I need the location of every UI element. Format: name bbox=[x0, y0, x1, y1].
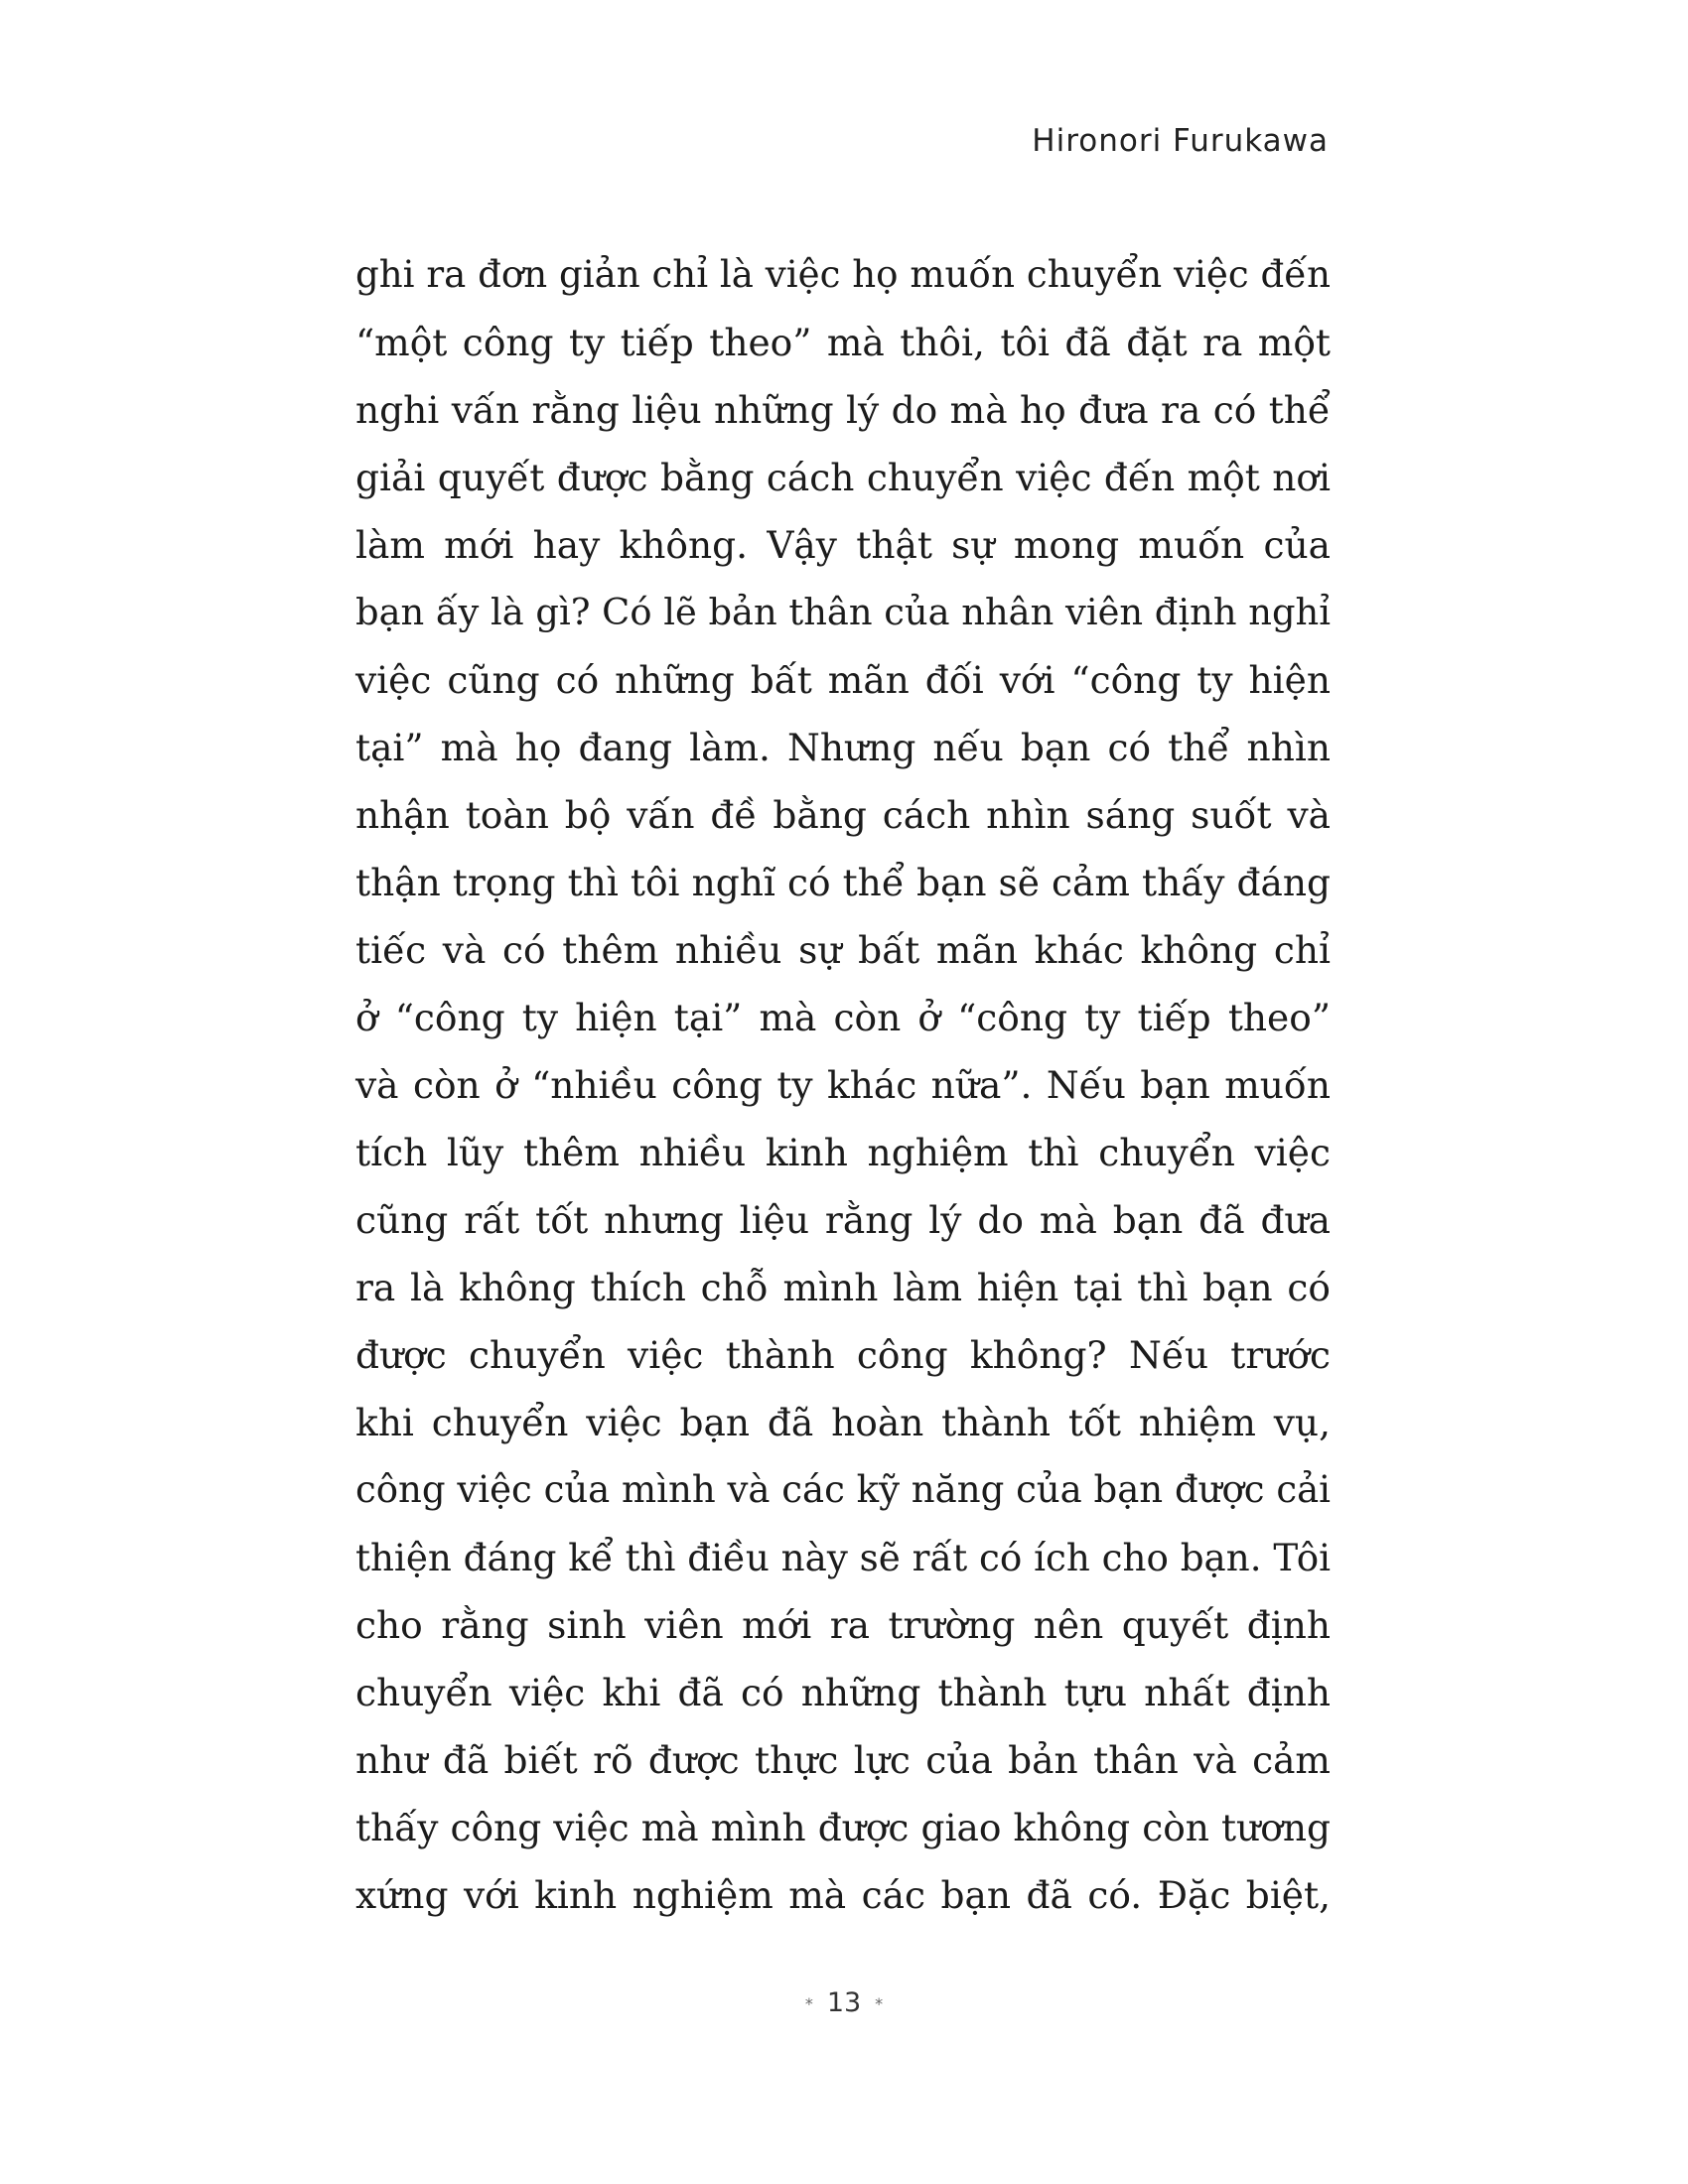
page-number-footer bbox=[0, 1987, 1688, 2018]
text-line: làm mới hay không. Vậy thật sự mong muốn của bbox=[355, 523, 1331, 567]
text-line: xứng với kinh nghiệm mà các bạn đã có. Đặc biệt, bbox=[355, 1873, 1331, 1917]
text-line: và còn ở “nhiều công ty khác nữa”. Nếu bạn muốn bbox=[355, 1063, 1331, 1107]
text-line: thận trọng thì tôi nghĩ có thể bạn sẽ cảm thấy đáng bbox=[355, 861, 1331, 904]
text-line: cũng rất tốt nhưng liệu rằng lý do mà bạn đã đưa bbox=[355, 1198, 1331, 1242]
text-line: công việc của mình và các kỹ năng của bạn được cải bbox=[355, 1468, 1331, 1511]
text-line: giải quyết được bằng cách chuyển việc đến một nơi bbox=[355, 456, 1331, 499]
text-line: tại” mà họ đang làm. Nhưng nếu bạn có thể nhìn bbox=[355, 726, 1331, 769]
text-line: bạn ấy là gì? Có lẽ bản thân của nhân viên định nghỉ bbox=[355, 591, 1331, 633]
text-line: “một công ty tiếp theo” mà thôi, tôi đã đặt ra một bbox=[355, 321, 1331, 364]
text-line: tích lũy thêm nhiều kinh nghiệm thì chuyển việc bbox=[355, 1131, 1331, 1174]
text-line: chuyển việc khi đã có những thành tựu nhất định bbox=[355, 1671, 1331, 1714]
text-line: được chuyển việc thành công không? Nếu trước bbox=[355, 1333, 1331, 1377]
text-line: ra là không thích chỗ mình làm hiện tại thì bạn có bbox=[355, 1266, 1331, 1309]
text-line: việc cũng có những bất mãn đối với “công ty hiện bbox=[355, 658, 1331, 702]
text-line: tiếc và có thêm nhiều sự bất mãn khác không chỉ bbox=[355, 928, 1331, 972]
ornament-star-icon: * bbox=[804, 1994, 813, 2013]
text-line: khi chuyển việc bạn đã hoàn thành tốt nhiệm vụ, bbox=[355, 1401, 1331, 1444]
body-text bbox=[355, 241, 1331, 1929]
text-line: ghi ra đơn giản chỉ là việc họ muốn chuyển việc đến bbox=[355, 253, 1331, 296]
text-line: thấy công việc mà mình được giao không còn tương bbox=[355, 1806, 1331, 1849]
page-number: 13 bbox=[826, 1987, 862, 2018]
text-line: ở “công ty hiện tại” mà còn ở “công ty tiếp theo” bbox=[355, 996, 1331, 1039]
text-line: nhận toàn bộ vấn đề bằng cách nhìn sáng suốt và bbox=[355, 793, 1331, 837]
ornament-star-icon: * bbox=[875, 1994, 884, 2013]
text-line: cho rằng sinh viên mới ra trường nên quyết định bbox=[355, 1603, 1331, 1647]
text-line: thiện đáng kể thì điều này sẽ rất có ích cho bạn. Tôi bbox=[355, 1536, 1332, 1579]
text-line: như đã biết rõ được thực lực của bản thân và cảm bbox=[355, 1738, 1331, 1782]
text-line: nghi vấn rằng liệu những lý do mà họ đưa ra có thể bbox=[355, 388, 1331, 432]
running-header-author: Hironori Furukawa bbox=[1032, 123, 1329, 159]
